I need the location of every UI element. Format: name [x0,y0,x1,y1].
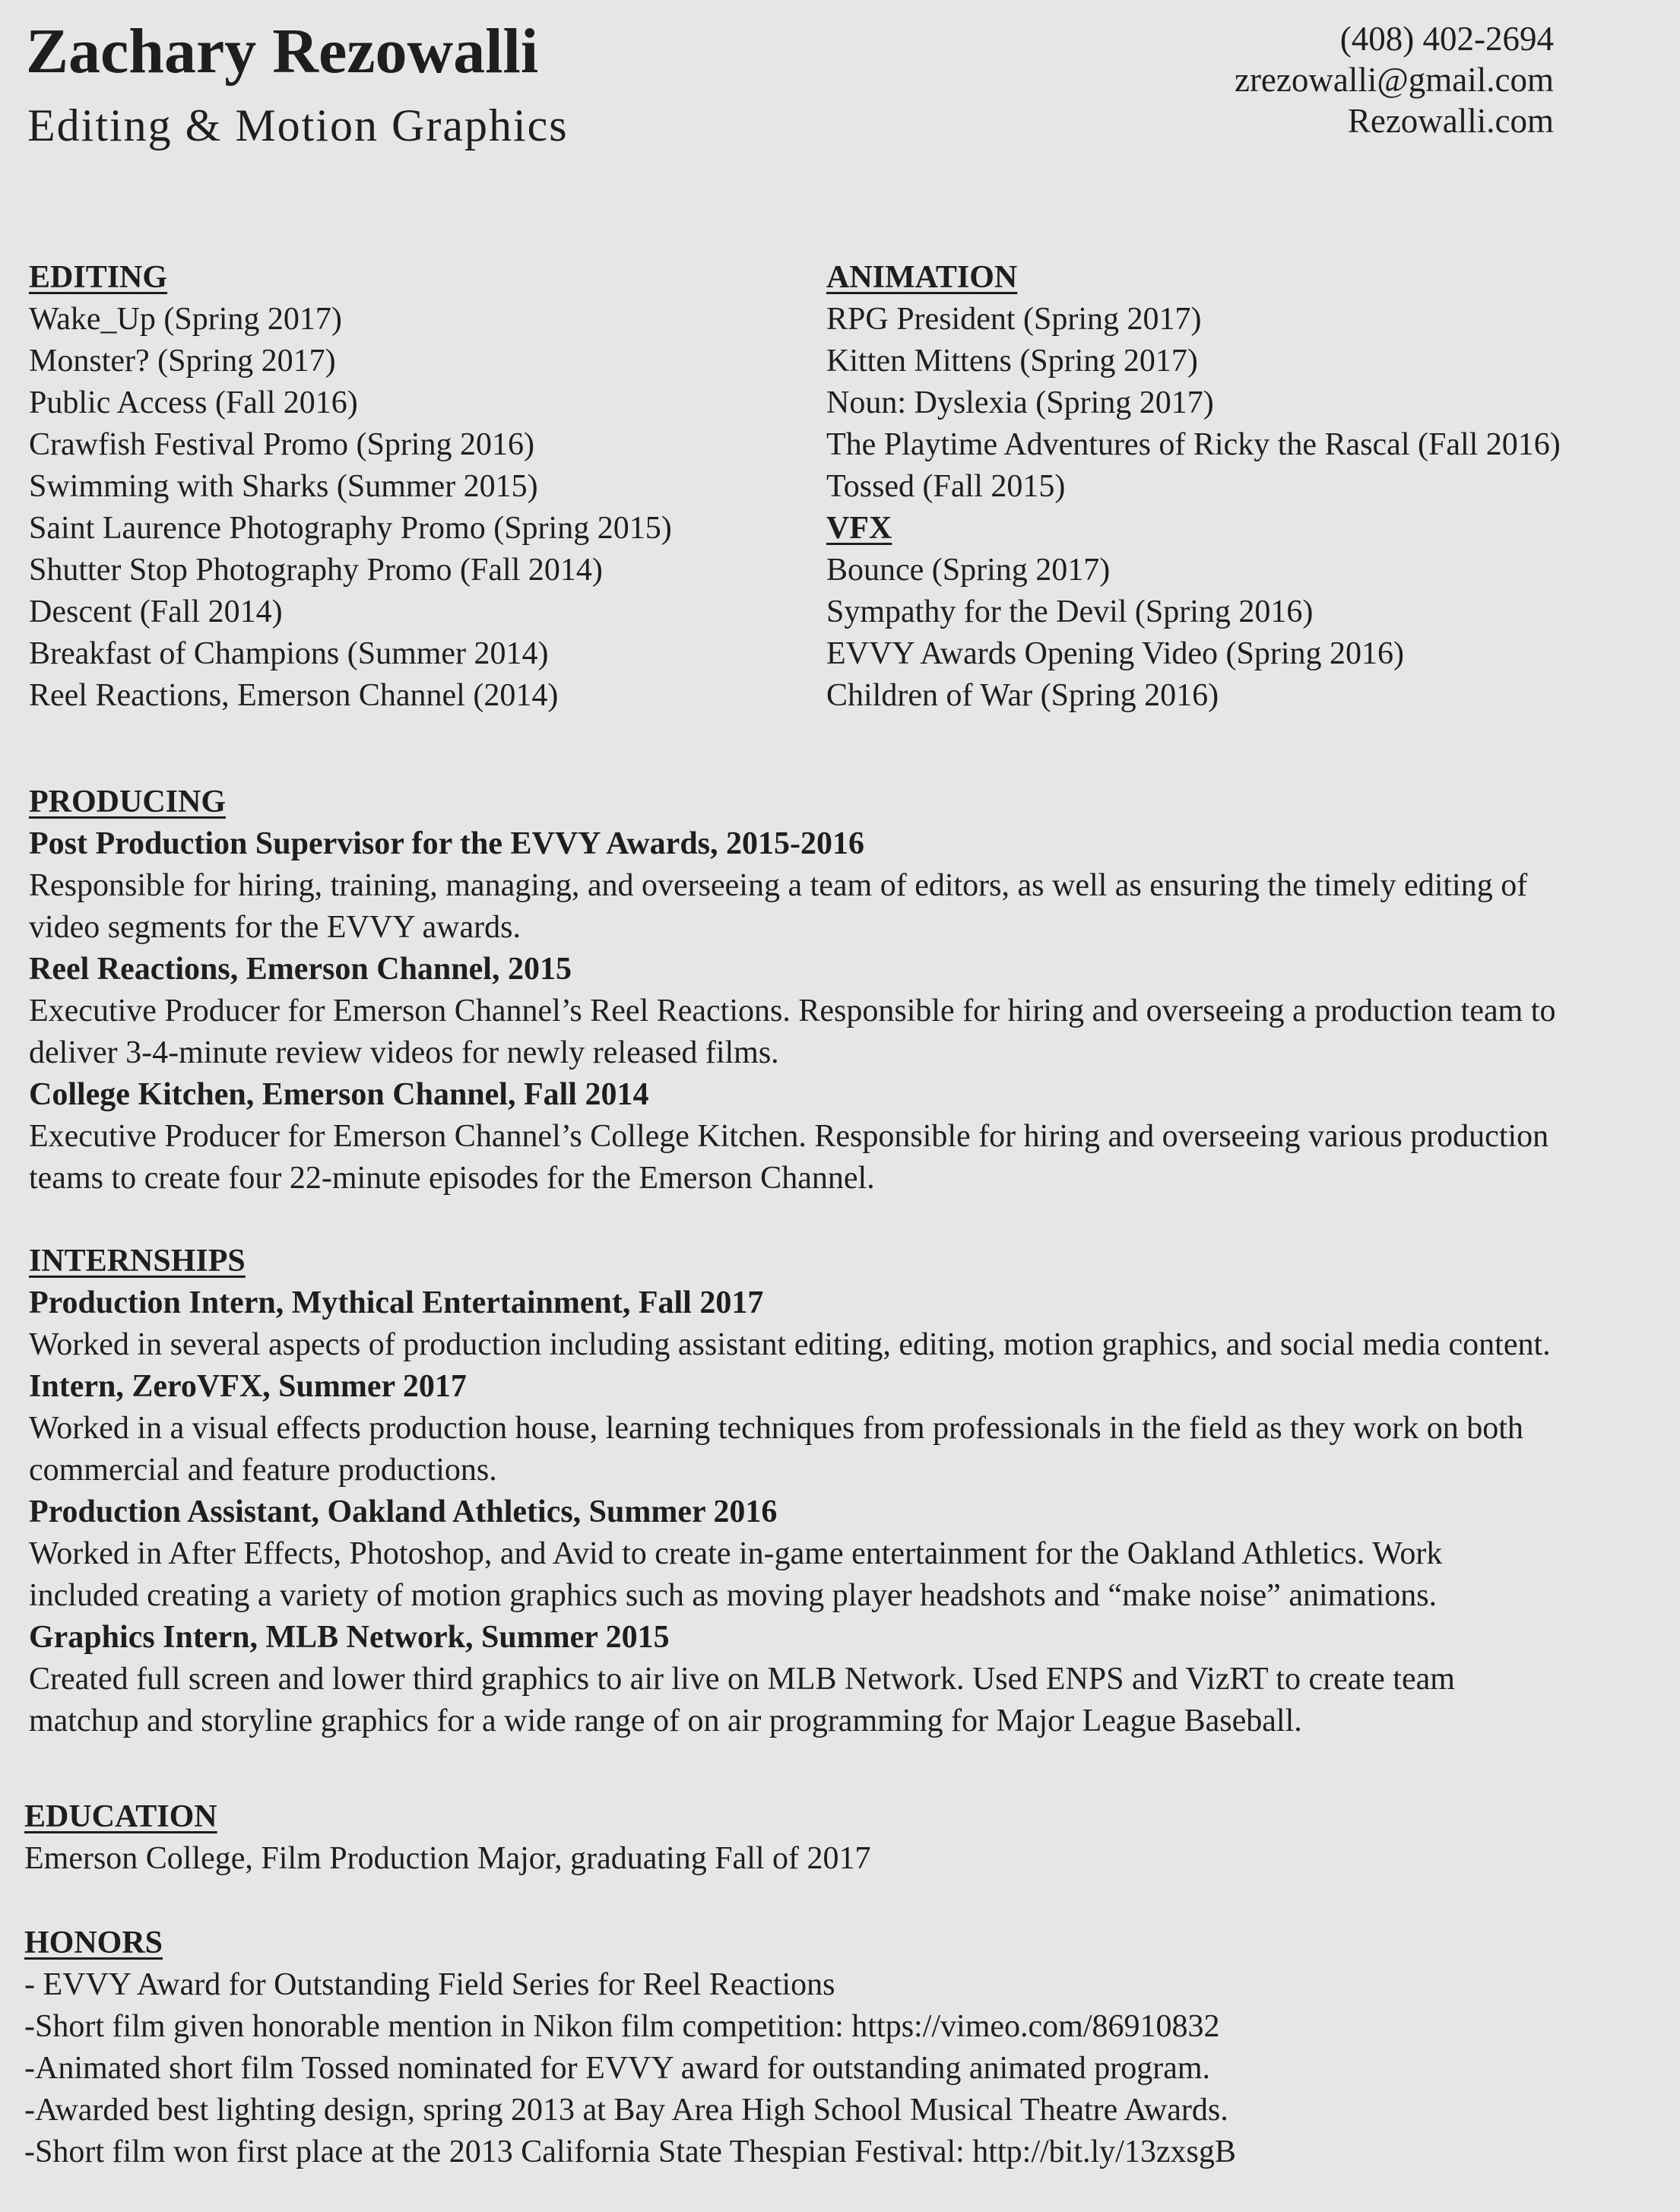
animation-vfx-section [826,257,1561,717]
editing-item: Swimming with Sharks (Summer 2015) [29,469,538,504]
editing-item: Monster? (Spring 2017) [29,344,336,379]
editing-item: Saint Laurence Photography Promo (Spring 2015) [29,511,672,546]
candidate-subtitle: Editing & Motion Graphics [27,100,569,151]
editing-item: Public Access (Fall 2016) [29,385,358,420]
editing-item: Shutter Stop Photography Promo (Fall 2014) [29,553,603,588]
editing-item: Descent (Fall 2014) [29,594,283,629]
animation-item: RPG President (Spring 2017) [826,302,1202,337]
entry-title: Reel Reactions, Emerson Channel, 2015 [29,952,572,987]
editing-section [29,257,672,717]
contact-phone: (408) 402-2694 [1339,20,1554,58]
entry-description: Executive Producer for Emerson Channel’s College Kitchen. Responsible for hiring and overseeing various production [29,1119,1549,1154]
entry-title: Post Production Supervisor for the EVVY Awards, 2015-2016 [29,826,865,861]
editing-item: Reel Reactions, Emerson Channel (2014) [29,678,559,713]
candidate-name: Zachary Rezowalli [26,16,539,87]
entry-description: matchup and storyline graphics for a wide range of on air programming for Major League Baseball. [29,1703,1302,1738]
honors-section [24,1922,1636,2173]
animation-item: The Playtime Adventures of Ricky the Rascal (Fall 2016) [826,427,1561,462]
entry-title: Intern, ZeroVFX, Summer 2017 [29,1369,467,1404]
internships-heading: INTERNSHIPS [29,1244,246,1279]
vfx-item: Bounce (Spring 2017) [826,553,1111,588]
education-text: Emerson College, Film Production Major, graduating Fall of 2017 [24,1841,871,1876]
entry-description: Responsible for hiring, training, managing, and overseeing a team of editors, as well as ensuring the timely editing of [29,868,1528,903]
entry-description: Worked in several aspects of production including assistant editing, editing, motion graphics, and social media content. [29,1327,1551,1362]
internships-section [29,1241,1640,1742]
entry-description: video segments for the EVVY awards. [29,910,521,945]
producing-heading: PRODUCING [29,784,226,819]
vfx-heading: VFX [826,511,892,546]
entry-description: commercial and feature productions. [29,1453,497,1488]
entry-description: Executive Producer for Emerson Channel’s Reel Reactions. Responsible for hiring and overseeing a production team to [29,993,1556,1028]
honors-item: -Short film given honorable mention in Nikon film competition: https://vimeo.com/86910832 [24,2009,1220,2044]
entry-title: College Kitchen, Emerson Channel, Fall 2014 [29,1077,649,1112]
vfx-item: Children of War (Spring 2016) [826,678,1219,713]
entry-description: included creating a variety of motion graphics such as moving player headshots and “make noise” animations. [29,1578,1438,1613]
entry-description: Created full screen and lower third graphics to air live on MLB Network. Used ENPS and VizRT to create team [29,1662,1455,1697]
honors-heading: HONORS [24,1925,163,1960]
animation-item: Tossed (Fall 2015) [826,469,1066,504]
entry-title: Production Assistant, Oakland Athletics, Summer 2016 [29,1494,778,1529]
contact-email[interactable]: zrezowalli@gmail.com [1234,61,1554,99]
honors-item: -Short film won first place at the 2013 California State Thespian Festival: http://bit.ly/13zxsgB [24,2134,1236,2169]
animation-item: Noun: Dyslexia (Spring 2017) [826,385,1214,420]
contact-website[interactable]: Rezowalli.com [1347,102,1554,140]
honors-item: -Animated short film Tossed nominated for EVVY award for outstanding animated program. [24,2051,1211,2086]
honors-item: -Awarded best lighting design, spring 2013 at Bay Area High School Musical Theatre Awards. [24,2093,1228,2128]
animation-item: Kitten Mittens (Spring 2017) [826,344,1198,379]
entry-description: Worked in a visual effects production house, learning techniques from professionals in the field as they work on both [29,1411,1523,1446]
editing-item: Crawfish Festival Promo (Spring 2016) [29,427,534,462]
editing-item: Wake_Up (Spring 2017) [29,302,342,337]
animation-heading: ANIMATION [826,260,1018,295]
education-section [24,1796,1636,1880]
honors-item: - EVVY Award for Outstanding Field Series for Reel Reactions [24,1967,835,2002]
contact-block [1235,18,1554,141]
entry-title: Graphics Intern, MLB Network, Summer 2015 [29,1620,670,1655]
editing-item: Breakfast of Champions (Summer 2014) [29,636,549,671]
vfx-item: EVVY Awards Opening Video (Spring 2016) [826,636,1405,671]
vfx-item: Sympathy for the Devil (Spring 2016) [826,594,1314,629]
entry-title: Production Intern, Mythical Entertainment, Fall 2017 [29,1285,764,1320]
entry-description: Worked in After Effects, Photoshop, and Avid to create in-game entertainment for the Oakland Athletics. Work [29,1536,1443,1571]
editing-heading: EDITING [29,260,168,295]
producing-section [29,781,1640,1199]
education-heading: EDUCATION [24,1799,217,1834]
entry-description: deliver 3-4-minute review videos for newly released films. [29,1035,779,1070]
entry-description: teams to create four 22-minute episodes for the Emerson Channel. [29,1161,875,1196]
